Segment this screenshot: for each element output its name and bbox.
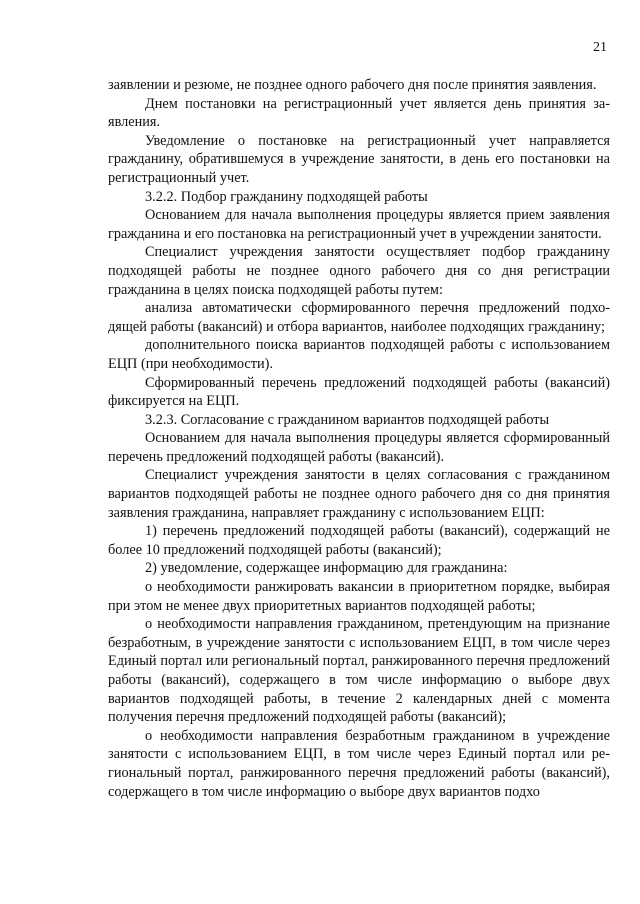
body-paragraph: 3.2.3. Согласование с гражданином вариантов подходящей работы [145, 411, 550, 428]
body-paragraph: анализа автоматически сформированного перечня предложений подходящей работы (вакансий) и отбора вариантов, наиболее подходящих гражданину; [108, 300, 610, 335]
body-paragraph: Основанием для начала выполнения процедуры является сформированный перечень предложений подходящей работы (вакансий). [108, 430, 610, 465]
page-number: 21 [593, 40, 607, 55]
body-paragraph: о необходимости направления гражданином, претендующим на признание безработным, в учреждение занятости с использованием ЕЦП, в том числе через Единый портал или региональный портал, ранжированного перечня предложений работы (вакансий), содержащего в том числе информацию о выборе двух вариантов подходящей работы, в течение 2 календарных дней с момента получения перечня предложений подходящей работы (вакансий); [108, 616, 610, 726]
body-paragraph: Днем постановки на регистрационный учет является день принятия заявления. [108, 95, 610, 131]
body-paragraph: заявлении и резюме, не позднее одного рабочего дня после принятия заявления. [108, 77, 597, 93]
body-paragraph: 3.2.2. Подбор гражданину подходящей работы [145, 188, 428, 205]
body-paragraph: Специалист учреждения занятости осуществляет подбор гражданину подходящей работы не позднее одного рабочего дня со дня регистрации гражданина в целях поиска подходящей работы путем: [108, 244, 610, 298]
body-paragraph: Сформированный перечень предложений подходящей работы (вакансий) фиксируется на ЕЦП. [108, 374, 610, 410]
body-paragraph: дополнительного поиска вариантов подходящей работы с использованием ЕЦП (при необходимости). [108, 337, 610, 372]
body-paragraph: Специалист учреждения занятости в целях согласования с гражданином вариантов подходящей работы не позднее одного рабочего дня со дня принятия заявления гражданина, направляет гражданину с использованием ЕЦП: [108, 467, 610, 521]
document-body [108, 76, 610, 801]
body-paragraph: 1) перечень предложений подходящей работы (вакансий), содержащий не более 10 предложений подходящей работы (вакансий); [108, 523, 610, 558]
body-paragraph: о необходимости ранжировать вакансии в приоритетном порядке, выбирая при этом не менее двух приоритетных вариантов подходящей работы; [108, 579, 610, 614]
body-paragraph: Основанием для начала выполнения процедуры является прием заявления гражданина и его постановка на регистрационный учет в учреждении занятости. [108, 207, 610, 242]
body-paragraph: Уведомление о постановке на регистрационный учет направляется гражданину, обратившемуся в учреждение занятости, в день его постановки на регистрационный учет. [108, 132, 610, 186]
body-paragraph: о необходимости направления безработным гражданином в учреждение занятости с использованием ЕЦП, в том числе через Единый портал или региональный портал, ранжированного перечня предложений работы (вакансий), содержащего в том числе информацию о выборе двух вариантов подхо [108, 727, 610, 800]
body-paragraph: 2) уведомление, содержащее информацию для гражданина: [145, 560, 508, 577]
